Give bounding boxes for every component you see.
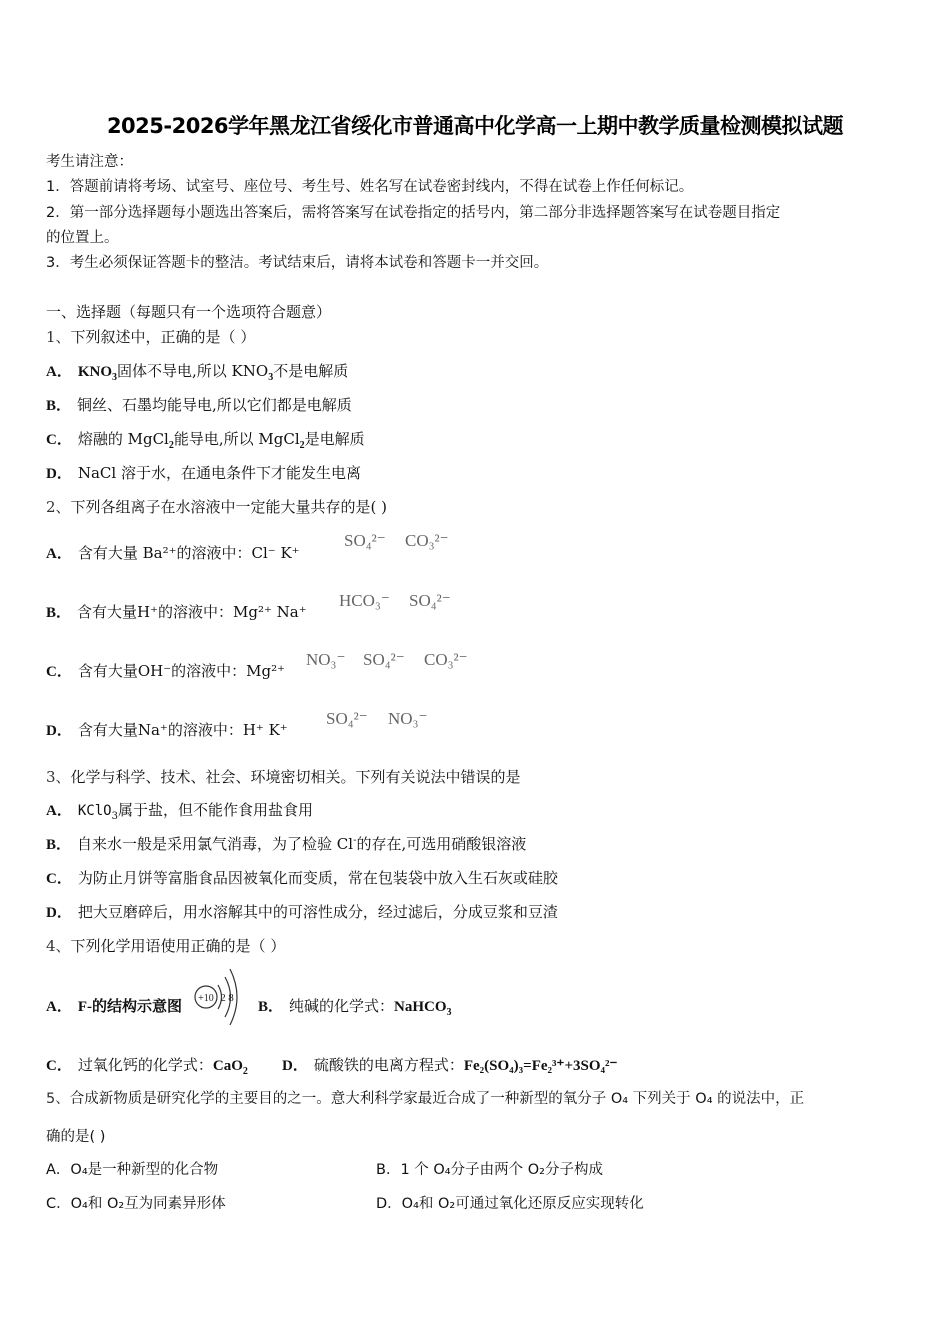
formula: KClO bbox=[77, 803, 112, 819]
formula: KNO bbox=[77, 364, 113, 380]
notice-item-3: 3．考生必须保证答题卡的整洁。考试结束后，请将本试卷和答题卡一并交回。 bbox=[46, 255, 549, 271]
question-4 bbox=[46, 936, 285, 956]
question-stem: 合成新物质是研究化学的主要目的之一。意大利科学家最近合成了一种新型的氧分子 O₄ 下列关于 O₄ 的说法中，正 bbox=[69, 1091, 805, 1107]
formula: NaHCO bbox=[394, 999, 447, 1015]
option-text: 能导电,所以 MgCl bbox=[173, 430, 300, 448]
q2-option-d bbox=[46, 720, 288, 741]
option-label: C． bbox=[46, 1196, 71, 1212]
q1-option-c bbox=[46, 429, 365, 450]
question-number: 2、 bbox=[46, 498, 71, 516]
option-text: 含有大量H⁺的溶液中：Mg²⁺ Na⁺ bbox=[77, 603, 307, 621]
subscript: 2 bbox=[168, 440, 174, 451]
option-label: B． bbox=[46, 837, 72, 853]
option-label: A． bbox=[46, 999, 72, 1015]
notice-item-2: 2．第一部分选择题每小题选出答案后，需将答案写在试卷指定的括号内，第二部分非选择题答案写在试卷题目指定 bbox=[46, 205, 781, 221]
subscript: 2 bbox=[299, 440, 305, 451]
q1-option-d bbox=[46, 463, 361, 484]
option-text: 为防止月饼等富脂食品因被氧化而变质，常在包装袋中放入生石灰或硅胶 bbox=[77, 869, 558, 887]
option-label: D． bbox=[46, 723, 72, 739]
question-stem: 下列叙述中，正确的是（ ） bbox=[70, 328, 256, 346]
svg-text:+10: +10 bbox=[198, 993, 214, 1004]
page-title: 2025-2026学年黑龙江省绥化市普通高中化学高一上期中教学质量检测模拟试题 bbox=[106, 114, 844, 138]
q4-option-b bbox=[258, 996, 452, 1017]
subscript: 3 bbox=[268, 372, 274, 383]
option-text: F-的结构示意图 bbox=[77, 999, 183, 1015]
option-label: C． bbox=[46, 664, 72, 680]
question-stem: 下列各组离子在水溶液中一定能大量共存的是( ) bbox=[70, 498, 388, 516]
q3-option-b bbox=[46, 834, 526, 855]
option-text: O₄是一种新型的化合物 bbox=[70, 1162, 219, 1178]
option-text: NaCl 溶于水，在通电条件下才能发生电离 bbox=[77, 464, 361, 482]
q3-option-a bbox=[46, 800, 313, 821]
subscript: 3 bbox=[446, 1007, 452, 1018]
q5-option-b bbox=[376, 1160, 603, 1180]
ion-formula: SO₄²⁻ bbox=[409, 591, 451, 610]
ion-formula: NO₃⁻ bbox=[388, 709, 428, 728]
question-3 bbox=[46, 767, 521, 787]
option-text: 纯碱的化学式： bbox=[289, 997, 395, 1015]
question-number: 5、 bbox=[46, 1091, 70, 1107]
question-stem: 化学与科学、技术、社会、环境密切相关。下列有关说法中错误的是 bbox=[70, 768, 521, 786]
option-label: D． bbox=[46, 905, 72, 921]
question-1 bbox=[46, 327, 255, 347]
subscript: 2 bbox=[242, 1066, 248, 1077]
ion-formula: SO₄²⁻ bbox=[344, 531, 386, 550]
q4-option-c bbox=[46, 1055, 248, 1076]
option-text: 是电解质 bbox=[304, 430, 365, 448]
option-label: B． bbox=[258, 999, 284, 1015]
q5-option-d bbox=[376, 1194, 644, 1214]
option-text: 含有大量OH⁻的溶液中：Mg²⁺ bbox=[77, 662, 286, 680]
option-text: 属于盐，但不能作食用盐食用 bbox=[117, 801, 313, 819]
q3-option-d bbox=[46, 902, 558, 923]
q2-option-c bbox=[46, 661, 285, 682]
q1-option-a bbox=[46, 361, 348, 382]
option-text: 含有大量Na⁺的溶液中：H⁺ K⁺ bbox=[77, 721, 288, 739]
option-text: 不是电解质 bbox=[273, 362, 349, 380]
q2-option-a bbox=[46, 543, 300, 564]
option-label: C． bbox=[46, 1058, 72, 1074]
option-label: D． bbox=[46, 466, 72, 482]
option-label: A． bbox=[46, 803, 72, 819]
q5-option-a bbox=[46, 1160, 218, 1180]
option-label: C． bbox=[46, 432, 72, 448]
q4-option-a bbox=[46, 996, 182, 1017]
question-number: 3、 bbox=[46, 768, 71, 786]
section-heading: 一、选择题（每题只有一个选项符合题意） bbox=[46, 303, 332, 321]
superscript: - bbox=[353, 835, 357, 846]
notice-heading: 考生请注意： bbox=[46, 154, 133, 170]
question-2 bbox=[46, 497, 387, 517]
option-text: 熔融的 MgCl bbox=[77, 430, 169, 448]
q4-option-d bbox=[282, 1055, 617, 1076]
q2-option-b bbox=[46, 602, 307, 623]
ion-formula: HCO₃⁻ bbox=[339, 591, 390, 610]
option-text: 固体不导电,所以 KNO bbox=[117, 362, 269, 380]
question-stem: 下列化学用语使用正确的是（ ） bbox=[70, 937, 286, 955]
q1-option-b bbox=[46, 395, 352, 416]
formula: Fe₂(SO₄)₃=Fe₂³⁺+3SO₄²⁻ bbox=[463, 1058, 618, 1074]
option-label: A． bbox=[46, 364, 72, 380]
q3-option-c bbox=[46, 868, 558, 889]
option-label: B． bbox=[46, 605, 72, 621]
notice-item-2-cont: 的位置上。 bbox=[46, 230, 119, 246]
svg-text:8: 8 bbox=[228, 992, 234, 1004]
option-text: O₄和 O₂互为同素异形体 bbox=[70, 1196, 226, 1212]
option-label: B． bbox=[46, 398, 72, 414]
subscript: 3 bbox=[112, 372, 118, 383]
option-label: C． bbox=[46, 871, 72, 887]
question-number: 1、 bbox=[46, 328, 71, 346]
question-5 bbox=[46, 1089, 804, 1109]
option-text: 1 个 O₄分子由两个 O₂分子构成 bbox=[400, 1162, 603, 1178]
option-text: 含有大量 Ba²⁺的溶液中：Cl⁻ K⁺ bbox=[77, 544, 300, 562]
subscript: 3 bbox=[111, 811, 118, 822]
option-label: A． bbox=[46, 1162, 71, 1178]
question-5-cont: 确的是( ) bbox=[46, 1129, 106, 1145]
ion-formula: SO₄²⁻ bbox=[326, 709, 368, 728]
option-label: D． bbox=[376, 1196, 402, 1212]
option-text: 的存在,可选用硝酸银溶液 bbox=[356, 835, 527, 853]
option-text: 把大豆磨碎后，用水溶解其中的可溶性成分，经过滤后，分成豆浆和豆渣 bbox=[77, 903, 558, 921]
option-text: O₄和 O₂可通过氧化还原反应实现转化 bbox=[401, 1196, 644, 1212]
option-label: A． bbox=[46, 546, 72, 562]
option-label: B． bbox=[376, 1162, 401, 1178]
option-label: D． bbox=[282, 1058, 308, 1074]
ion-formula: CO₃²⁻ bbox=[405, 531, 449, 550]
question-number: 4、 bbox=[46, 937, 71, 955]
ion-formula: SO₄²⁻ bbox=[363, 650, 405, 669]
option-text: 铜丝、石墨均能导电,所以它们都是电解质 bbox=[77, 396, 352, 414]
notice-item-1: 1．答题前请将考场、试室号、座位号、考生号、姓名写在试卷密封线内，不得在试卷上作任何标记。 bbox=[46, 179, 694, 195]
svg-text:2: 2 bbox=[220, 992, 226, 1004]
formula: CaO bbox=[212, 1058, 243, 1074]
option-text: 自来水一般是采用氯气消毒，为了检验 Cl bbox=[77, 835, 354, 853]
ion-formula: NO₃⁻ bbox=[306, 650, 346, 669]
q5-option-c bbox=[46, 1194, 226, 1214]
option-text: 过氧化钙的化学式： bbox=[77, 1056, 213, 1074]
atom-structure-diagram bbox=[192, 966, 244, 1028]
option-text: 硫酸铁的电离方程式： bbox=[313, 1056, 464, 1074]
ion-formula: CO₃²⁻ bbox=[424, 650, 468, 669]
